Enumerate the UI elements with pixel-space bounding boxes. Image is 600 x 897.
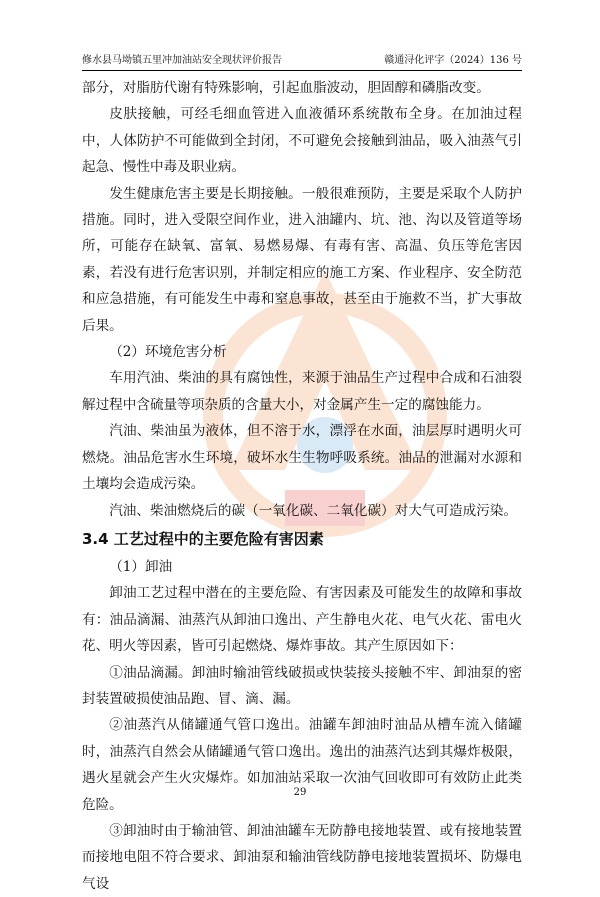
body-paragraph: 车用汽油、柴油的具有腐蚀性，来源于油品生产过程中合成和石油裂解过程中含硫量等项杂质的含量大小，对金属产生一定的腐蚀能力。 bbox=[82, 370, 522, 413]
body-paragraph: 汽油、柴油燃烧后的碳（一氧化碳、二氧化碳）对大气可造成污染。 bbox=[109, 502, 517, 519]
body-paragraph: ①油品滴漏。卸油时输油管线破损或快装接头接触不牢、卸油泵的密封装置破损使油品跑、冒、滴、漏。 bbox=[82, 664, 522, 707]
header-report-number: 赣通浔化评字（2024）136 号 bbox=[384, 55, 522, 66]
page-header bbox=[82, 50, 522, 71]
body-paragraph: 汽油、柴油虽为液体，但不溶于水，漂浮在水面，油层厚时遇明火可燃烧。油品危害水生环境，破坏水生生物呼吸系统。油品的泄漏对水源和土壤均会造成污染。 bbox=[82, 423, 522, 493]
body-paragraph: ②油蒸汽从储罐通气管口逸出。油罐车卸油时油品从槽车流入储罐时，油蒸汽自然会从储罐通气管口逸出。逸出的油蒸汽达到其爆炸极限，遇火星就会产生火灾爆炸。如加油站采取一次油气回收即可有效防止此类危险。 bbox=[82, 717, 522, 813]
body-paragraph: ③卸油时由于输油管、卸油油罐车无防静电接地装置、或有接地装置而接地电阻不符合要求、卸油泵和输油管线防静电接地装置损坏、防爆电气设 bbox=[82, 822, 522, 892]
page-number: 29 bbox=[293, 787, 307, 798]
body-paragraph: 部分，对脂肪代谢有特殊影响，引起血脂波动，胆固醇和磷脂改变。 bbox=[82, 80, 490, 96]
body-paragraph: （1）卸油 bbox=[109, 558, 173, 575]
body-paragraph: （2）环境危害分析 bbox=[109, 344, 227, 361]
section-heading: 3.4 工艺过程中的主要危险有害因素 bbox=[82, 529, 324, 548]
body-paragraph: 卸油工艺过程中潜在的主要危险、有害因素及可能发生的故障和事故有：油品滴漏、油蒸汽从卸油口逸出、产生静电火花、电气火花、雷电火花、明火等因素，皆可引起燃烧、爆炸事故。其产生原因如下： bbox=[82, 585, 522, 655]
body-paragraph: 发生健康危害主要是长期接触。一般很难预防，主要是采取个人防护措施。同时，进入受限空间作业，进入油罐内、坑、池、沟以及管道等场所，可能存在缺氧、富氧、易燃易爆、有毒有害、高温、负压等危害因素，若没有进行危害识别，并制定相应的施工方案、作业程序、安全防范和应急措施，有可能发生中毒和窒息事故，甚至由于施救不当，扩大事故后果。 bbox=[82, 185, 522, 334]
header-report-title: 修水县马坳镇五里冲加油站安全现状评价报告 bbox=[82, 55, 282, 66]
body-paragraph: 皮肤接触，可经毛细血管进入血液循环系统散布全身。在加油过程中，人体防护不可能做到全封闭，不可避免会接触到油品，吸入油蒸气引起急、慢性中毒及职业病。 bbox=[82, 106, 522, 176]
document-body bbox=[82, 75, 522, 897]
